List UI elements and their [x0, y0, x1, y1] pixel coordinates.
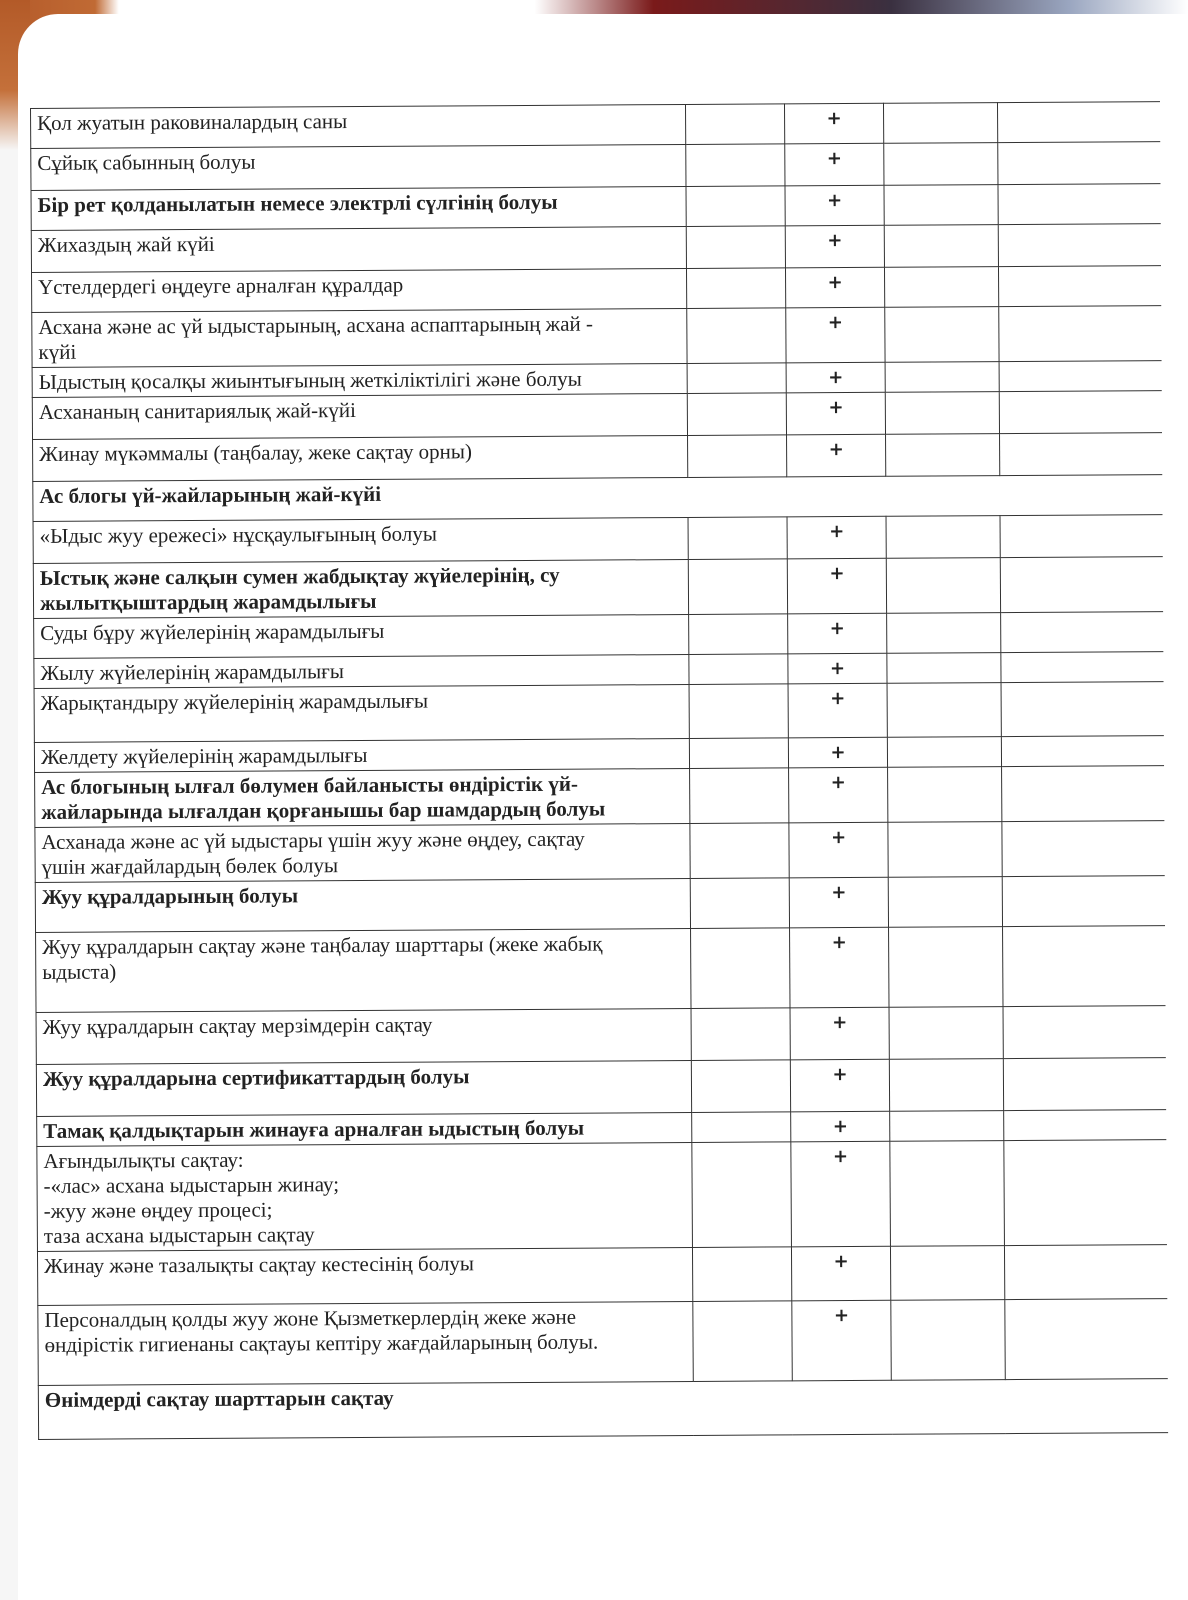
compliance-mark: + — [792, 1300, 892, 1381]
criterion-text: Желдету жүйелерінің жарамдылығы — [34, 738, 689, 772]
checklist-row — [32, 391, 1162, 440]
section-header-row — [38, 1379, 1168, 1440]
criterion-text: Жылу жүйелерінің жарамдылығы — [34, 654, 689, 688]
empty-cell — [884, 185, 998, 226]
compliance-mark: + — [791, 1246, 891, 1301]
notes-cell — [999, 391, 1162, 434]
compliance-mark: + — [788, 613, 887, 654]
criterion-text: Ас блогының ылғал бөлумен байланысты өндірістік үй- жайларында ылғалдан қорғанышы бар шамдардың болуы — [35, 768, 690, 827]
checklist-row — [34, 612, 1164, 659]
empty-cell — [885, 392, 999, 435]
compliance-mark: + — [785, 143, 885, 186]
empty-cell — [884, 143, 998, 186]
notes-cell — [1003, 1058, 1166, 1111]
inspection-checklist-table — [30, 101, 1168, 1440]
compliance-mark: + — [789, 822, 889, 878]
empty-cell — [891, 1246, 1005, 1301]
notes-cell — [1001, 736, 1164, 767]
checklist-sheet — [30, 101, 1178, 1440]
empty-cell — [889, 927, 1003, 1008]
checklist-row — [31, 224, 1161, 273]
checklist-row — [32, 306, 1162, 368]
compliance-mark: + — [786, 362, 885, 393]
checklist-row — [34, 682, 1164, 743]
checklist-row — [35, 876, 1165, 933]
empty-cell — [887, 613, 1001, 654]
notes-cell — [1003, 1006, 1166, 1059]
empty-cell — [690, 823, 790, 879]
empty-cell — [687, 435, 787, 478]
compliance-mark: + — [786, 434, 886, 477]
notes-cell — [1000, 515, 1163, 558]
checklist-row — [33, 515, 1163, 564]
criterion-text: Жуу құралдарын сақтау және таңбалау шарттары (жеке жабық ыдыста) — [36, 928, 691, 1012]
notes-cell — [999, 361, 1162, 392]
checklist-row — [31, 142, 1161, 191]
notes-cell — [1003, 1110, 1166, 1141]
criterion-text: Бір рет қолданылатын немесе электрлі сүлгінің болуы — [31, 186, 686, 230]
criterion-text: Жинау және тазалықты сақтау кестесінің болуы — [37, 1247, 692, 1305]
notes-cell — [1001, 682, 1164, 737]
empty-cell — [890, 1111, 1003, 1142]
notes-cell — [998, 224, 1161, 267]
empty-cell — [687, 393, 787, 436]
empty-cell — [885, 307, 999, 363]
empty-cell — [688, 559, 788, 615]
compliance-mark: + — [789, 767, 889, 823]
empty-cell — [888, 767, 1002, 823]
criterion-text: Жинау мүкәммалы (таңбалау, жеке сақтау орны) — [33, 435, 688, 481]
notes-cell — [999, 433, 1162, 476]
empty-cell — [688, 517, 788, 560]
empty-cell — [689, 654, 788, 685]
empty-cell — [885, 267, 999, 308]
checklist-row — [35, 821, 1165, 883]
checklist-row — [37, 1140, 1167, 1252]
empty-cell — [890, 1059, 1004, 1112]
empty-cell — [884, 225, 998, 268]
notes-cell — [998, 306, 1161, 362]
compliance-mark: + — [785, 225, 885, 268]
checklist-row — [33, 557, 1163, 619]
empty-cell — [890, 1141, 1004, 1247]
compliance-mark: + — [789, 877, 889, 928]
notes-cell — [1000, 612, 1163, 653]
empty-cell — [886, 434, 1000, 477]
compliance-mark: + — [788, 653, 887, 684]
empty-cell — [887, 558, 1001, 614]
notes-cell — [997, 142, 1160, 185]
criterion-text: Жуу құралдарына сертификаттардың болуы — [36, 1060, 691, 1116]
compliance-mark: + — [786, 392, 886, 435]
criterion-text: Үстелдердегі өңдеуге арналған құралдар — [32, 268, 687, 312]
empty-cell — [891, 1300, 1005, 1381]
empty-cell — [888, 877, 1002, 928]
checklist-row — [37, 1245, 1167, 1306]
empty-cell — [884, 103, 998, 144]
notes-cell — [998, 184, 1161, 225]
empty-cell — [692, 1247, 792, 1302]
notes-cell — [1000, 557, 1163, 613]
checklist-row — [35, 766, 1165, 828]
criterion-text: Жихаздың жай күйі — [31, 226, 686, 272]
compliance-mark: + — [787, 516, 887, 559]
criterion-text: Асхана және ас үй ыдыстарының, асхана аспаптарының жай - күйі — [32, 308, 687, 367]
compliance-mark: + — [785, 267, 884, 308]
compliance-mark: + — [787, 558, 887, 614]
notes-cell — [1001, 821, 1164, 877]
compliance-mark: + — [790, 927, 890, 1008]
empty-cell — [693, 1301, 793, 1382]
empty-cell — [689, 684, 789, 739]
criterion-text: Жуу құралдарын сақтау мерзімдерін сақтау — [36, 1008, 691, 1064]
empty-cell — [692, 1142, 792, 1248]
empty-cell — [691, 1112, 790, 1143]
section-title: Өнімдерді сақтау шарттарын сақтау — [38, 1379, 1168, 1440]
empty-cell — [685, 144, 785, 187]
empty-cell — [888, 822, 1002, 878]
notes-cell — [1002, 876, 1165, 927]
empty-cell — [691, 1060, 791, 1113]
empty-cell — [686, 226, 786, 269]
criterion-text: Жуу құралдарының болуы — [35, 878, 690, 932]
criterion-text: «Ыдыс жуу ережесі» нұсқаулығының болуы — [33, 517, 688, 563]
checklist-row — [31, 102, 1161, 149]
criterion-text: Асхананың санитариялық жай-күйі — [32, 393, 687, 439]
compliance-mark: + — [791, 1111, 890, 1142]
empty-cell — [687, 363, 786, 394]
notes-cell — [1002, 926, 1165, 1007]
criterion-text: Асханада және ас үй ыдыстары үшін жуу және өңдеу, сақтау үшін жағдайлардың бөлек болуы — [35, 823, 690, 882]
criterion-text: Қол жуатын раковиналардың саны — [31, 104, 686, 148]
notes-cell — [1000, 652, 1163, 683]
checklist-row — [31, 184, 1161, 231]
checklist-row — [36, 1006, 1166, 1065]
compliance-mark: + — [788, 737, 887, 768]
notes-cell — [998, 266, 1161, 307]
empty-cell — [887, 653, 1000, 684]
empty-cell — [686, 268, 785, 309]
empty-cell — [690, 878, 790, 929]
criterion-text: Ыдыстың қосалқы жиынтығының жеткіліктілігі және болуы — [32, 363, 687, 397]
compliance-mark: + — [786, 307, 886, 363]
empty-cell — [689, 768, 789, 824]
empty-cell — [686, 308, 786, 364]
compliance-mark: + — [788, 683, 888, 738]
checklist-row — [36, 926, 1166, 1013]
section-header-row — [33, 475, 1163, 522]
criterion-text: Персоналдың қолды жуу жоне Қызметкерлердің жеке және өндірістік гигиенаны сақтауы кептіру жағдайларының болуы. — [38, 1301, 693, 1385]
section-title: Ас блогы үй-жайларының жай-күйі — [33, 475, 1163, 522]
notes-cell — [1004, 1299, 1167, 1380]
checklist-row — [32, 266, 1162, 313]
empty-cell — [689, 738, 788, 769]
compliance-mark: + — [790, 1007, 890, 1060]
criterion-text: Тамақ қалдықтарын жинауға арналған ыдыстың болуы — [37, 1112, 692, 1146]
compliance-mark: + — [790, 1059, 890, 1112]
empty-cell — [685, 104, 784, 145]
empty-cell — [888, 737, 1001, 768]
criterion-text: Ағындылықты сақтау: -«лас» асхана ыдыстарын жинау; -жуу және өңдеу процесі; таза асхана ыдыстарын сақтау — [37, 1142, 692, 1251]
compliance-mark: + — [785, 185, 884, 226]
criterion-text: Ыстық және салқын сумен жабдықтау жүйелерінің, су жылытқыштардың жарамдылығы — [33, 559, 688, 618]
empty-cell — [889, 1007, 1003, 1060]
criterion-text: Жарықтандыру жүйелерінің жарамдылығы — [34, 684, 689, 742]
compliance-mark: + — [784, 103, 883, 144]
empty-cell — [691, 1008, 791, 1061]
compliance-mark: + — [791, 1141, 891, 1247]
empty-cell — [688, 614, 787, 655]
empty-cell — [887, 683, 1001, 738]
notes-cell — [1004, 1245, 1167, 1300]
checklist-row — [36, 1058, 1166, 1117]
empty-cell — [886, 516, 1000, 559]
checklist-row — [38, 1299, 1168, 1386]
empty-cell — [686, 186, 785, 227]
criterion-text: Сұйық сабынның болуы — [31, 144, 686, 190]
notes-cell — [997, 102, 1160, 143]
checklist-row — [33, 433, 1163, 482]
notes-cell — [1003, 1140, 1167, 1246]
notes-cell — [1001, 766, 1164, 822]
empty-cell — [690, 928, 790, 1009]
criterion-text: Суды бұру жүйелерінің жарамдылығы — [34, 614, 689, 658]
empty-cell — [885, 362, 998, 393]
